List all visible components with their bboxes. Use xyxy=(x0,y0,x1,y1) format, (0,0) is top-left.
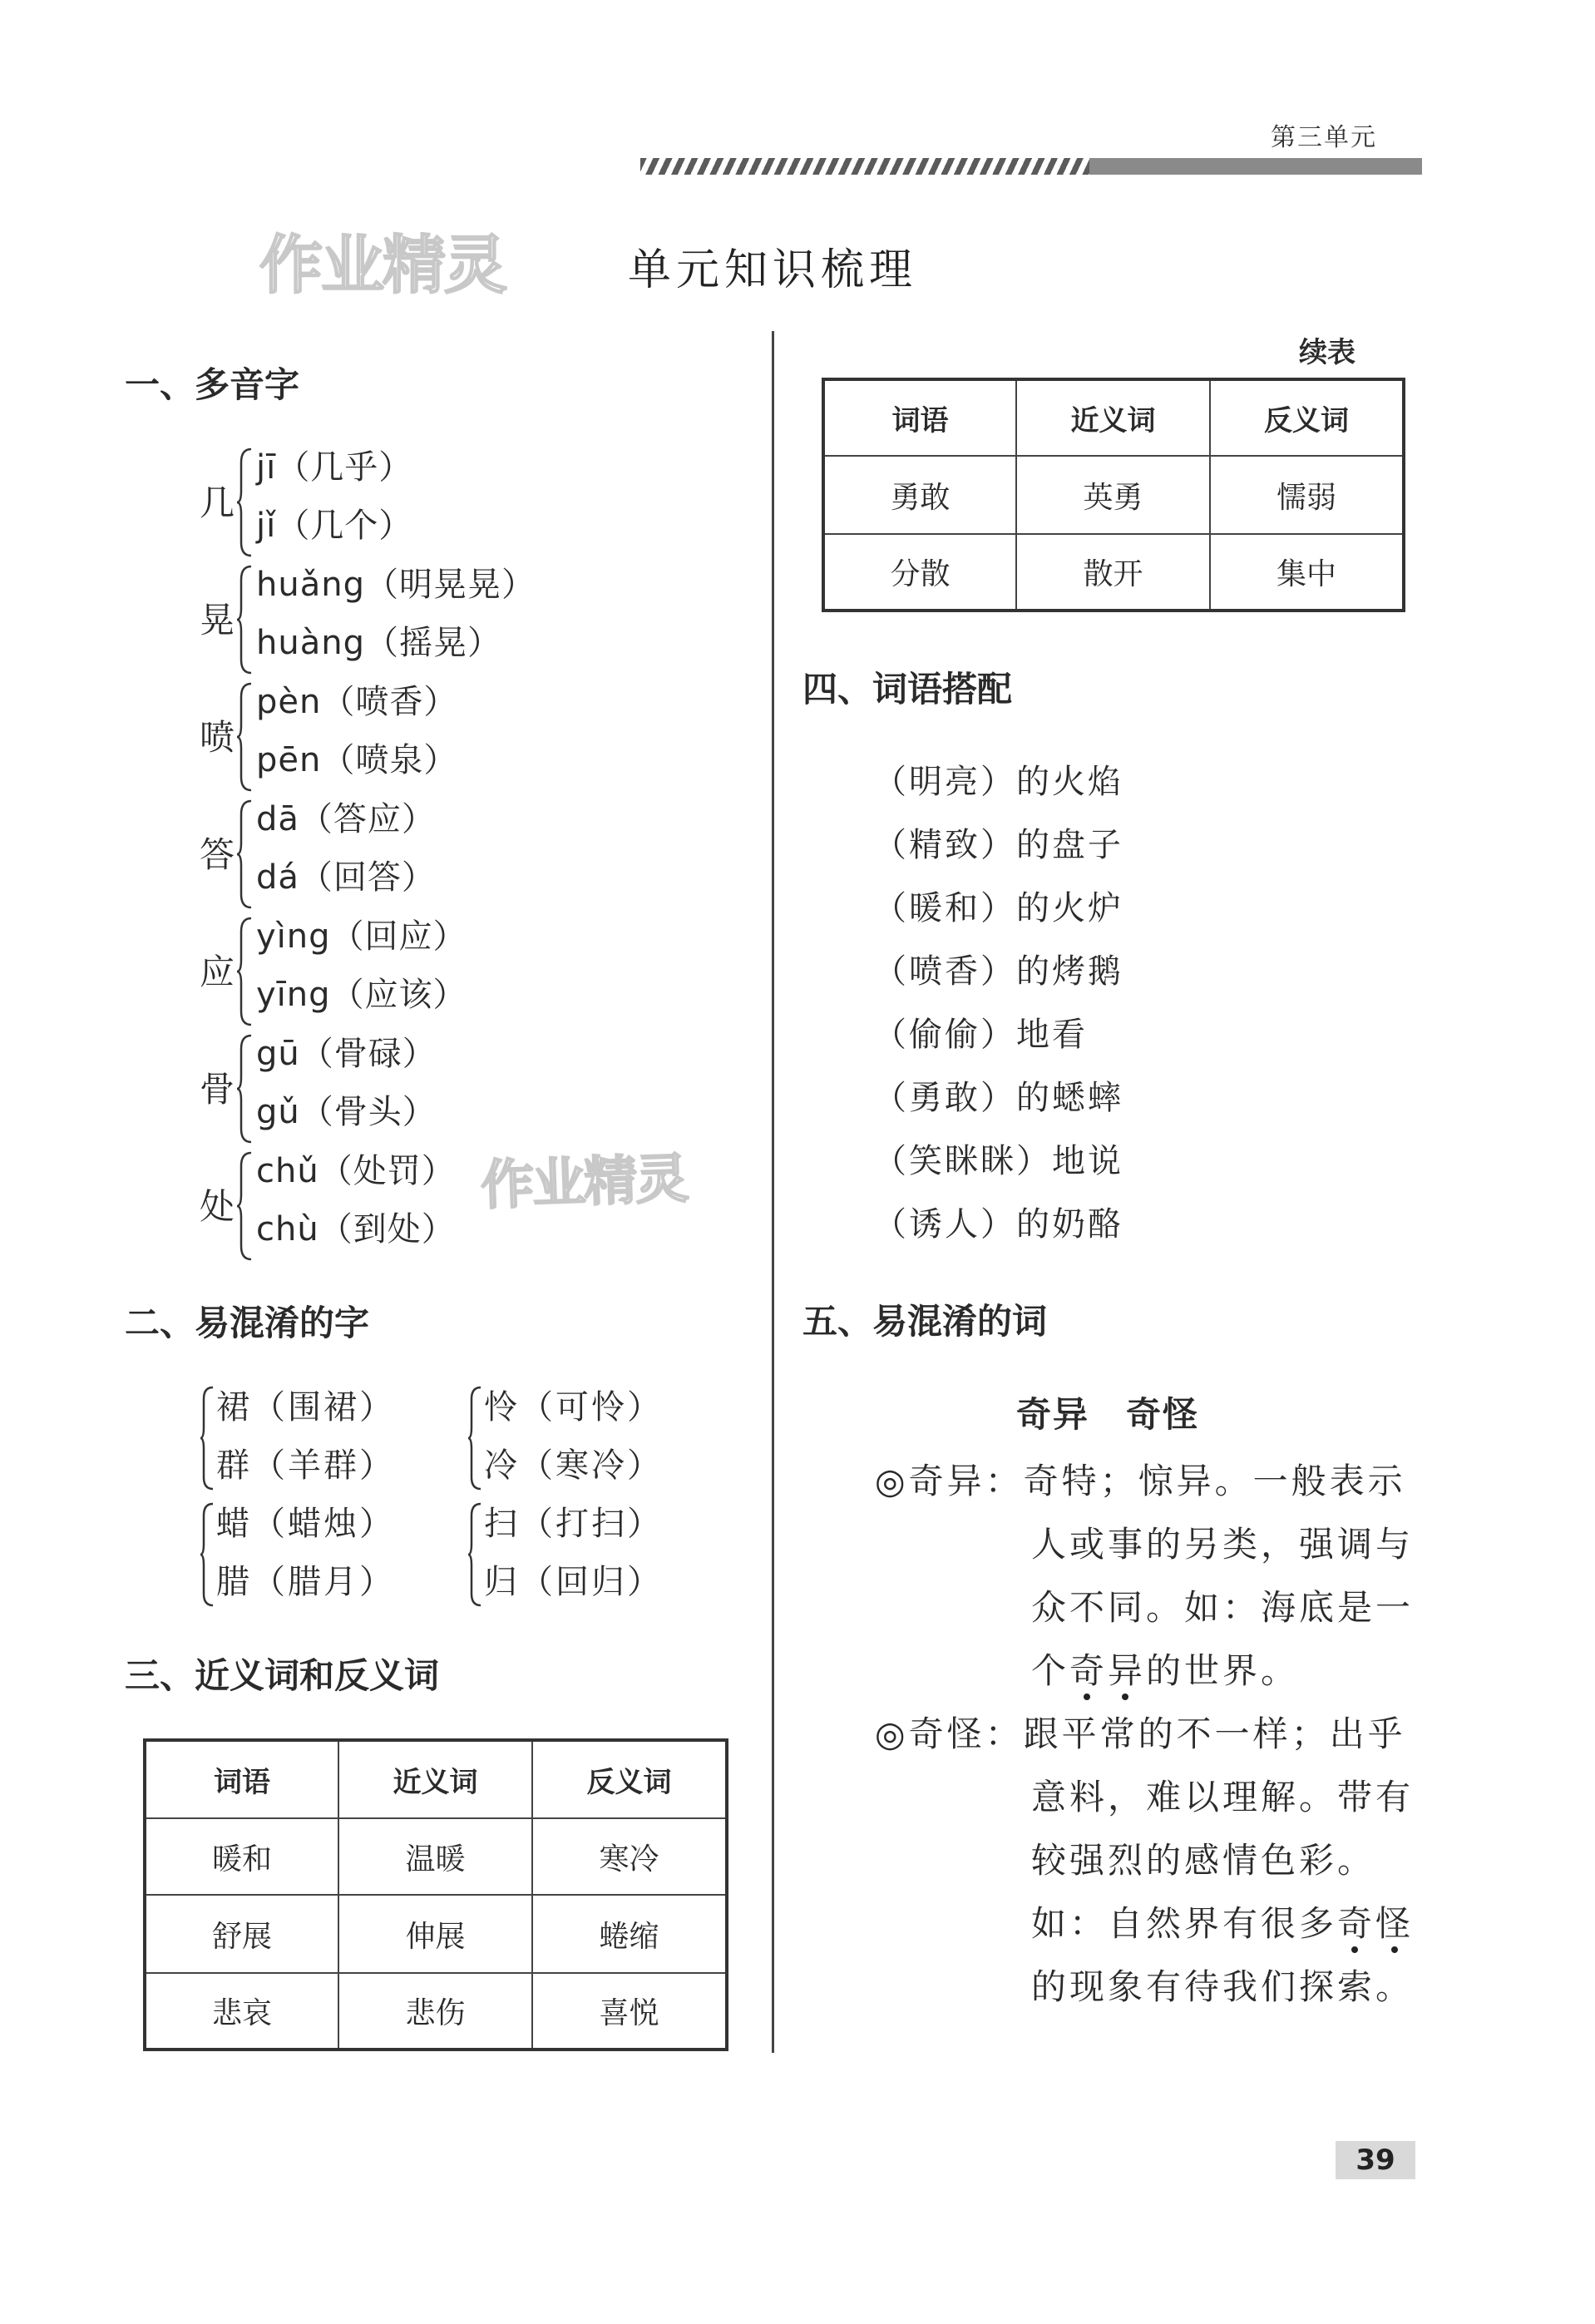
watermark-logo: 作业精灵 xyxy=(479,1148,689,1218)
confusable-char-grid xyxy=(200,1381,699,1614)
definition-line: 众不同。如：海底是一 xyxy=(1031,1587,1415,1628)
brace-icon xyxy=(236,565,254,675)
brace-icon xyxy=(467,1386,482,1491)
table-cell: 喜悦 xyxy=(532,1973,727,2050)
watermark-logo: 作业精灵 xyxy=(259,228,506,302)
reading-row: jī（几乎） xyxy=(256,448,413,487)
confusable-char: 蜡（蜡烛） xyxy=(216,1505,395,1543)
confusable-char: 裙（围裙） xyxy=(216,1388,395,1427)
table-header-cell: 反义词 xyxy=(1210,379,1404,456)
brace-icon xyxy=(236,799,254,909)
brace-icon xyxy=(200,1386,215,1491)
emphasis-dot xyxy=(1391,1946,1398,1953)
section-heading-collocations: 四、词语搭配 xyxy=(802,669,1013,710)
reading-row: huǎng（明晃晃） xyxy=(256,566,536,604)
table-cell: 英勇 xyxy=(1016,456,1210,534)
table-row xyxy=(145,1895,727,1973)
table-cell: 勇敢 xyxy=(823,456,1016,534)
definition-line: 的现象有待我们探索。 xyxy=(1031,1966,1415,2007)
reading-row: chù（到处） xyxy=(256,1210,456,1249)
confusable-char: 扫（打扫） xyxy=(484,1505,663,1543)
table-cell: 集中 xyxy=(1210,534,1404,611)
reading-row: pēn（喷泉） xyxy=(256,741,458,779)
definition-line: 如：自然界有很多奇怪 xyxy=(1031,1903,1415,1944)
collocation-item: （偷偷）地看 xyxy=(873,1016,1088,1054)
reading-row: jǐ（几个） xyxy=(256,507,413,545)
polyphone-char: 几 xyxy=(200,482,235,523)
reading-row: yīng（应该） xyxy=(256,976,467,1014)
collocation-item: （勇敢）的蟋蟀 xyxy=(873,1079,1123,1117)
table-header-row xyxy=(145,1740,727,1818)
reading-row: gū（骨碌） xyxy=(256,1035,437,1073)
reading-row: gǔ（骨头） xyxy=(256,1093,437,1131)
definition-line: 人或事的另类，强调与 xyxy=(1031,1524,1415,1565)
confusable-char: 群（羊群） xyxy=(216,1446,395,1485)
brace-icon xyxy=(236,682,254,792)
reading-row: dā（答应） xyxy=(256,800,436,838)
polyphone-char: 处 xyxy=(200,1186,235,1227)
polyphone-char: 晃 xyxy=(200,600,235,640)
table-cell: 悲伤 xyxy=(338,1973,532,2050)
reading-row: yìng（回应） xyxy=(256,917,467,956)
section-heading-confusable-words: 五、易混淆的词 xyxy=(802,1301,1048,1342)
table-header-cell: 近义词 xyxy=(1016,379,1210,456)
page-number: 39 xyxy=(1336,2141,1415,2179)
collocation-item: （喷香）的烤鹅 xyxy=(873,952,1123,991)
collocation-item: （明亮）的火焰 xyxy=(873,763,1123,801)
reading-row: huàng（摇晃） xyxy=(256,624,501,662)
header-stripe-bar xyxy=(640,158,1422,175)
polyphone-char: 应 xyxy=(200,952,235,992)
brace-icon xyxy=(200,1502,215,1607)
synonym-table-continued xyxy=(822,378,1405,612)
table-row xyxy=(823,456,1404,534)
section-heading-synonyms: 三、近义词和反义词 xyxy=(125,1655,440,1696)
definition-line: 较强烈的感情色彩。 xyxy=(1031,1840,1376,1881)
definition-line: 个奇异的世界。 xyxy=(1031,1650,1300,1691)
brace-icon xyxy=(467,1502,482,1607)
table-cell: 温暖 xyxy=(338,1818,532,1895)
table-row xyxy=(145,1973,727,2050)
table-header-cell: 反义词 xyxy=(532,1740,727,1818)
confusable-char: 归（回归） xyxy=(484,1563,663,1601)
table-cell: 分散 xyxy=(823,534,1016,611)
confusable-char: 腊（腊月） xyxy=(216,1563,395,1601)
continued-table-label: 续表 xyxy=(1299,336,1356,369)
synonym-table xyxy=(143,1738,728,2051)
polyphone-char: 骨 xyxy=(200,1069,235,1110)
definition-line: ◎奇怪：跟平常的不一样；出乎 xyxy=(875,1713,1406,1754)
confusable-char: 冷（寒冷） xyxy=(484,1446,663,1485)
emphasis-dot xyxy=(1084,1694,1090,1700)
section-heading-polyphones: 一、多音字 xyxy=(125,364,300,405)
collocation-item: （笑眯眯）地说 xyxy=(873,1142,1123,1180)
table-row xyxy=(145,1818,727,1895)
section-heading-confusable-chars: 二、易混淆的字 xyxy=(125,1303,370,1343)
definition-line: ◎奇异：奇特；惊异。一般表示 xyxy=(875,1461,1406,1501)
table-cell: 懦弱 xyxy=(1210,456,1404,534)
collocation-item: （暖和）的火炉 xyxy=(873,889,1123,927)
emphasis-dot xyxy=(1122,1694,1128,1700)
table-cell: 伸展 xyxy=(338,1895,532,1973)
brace-icon xyxy=(236,1034,254,1144)
confusable-word-pair: 奇异 奇怪 xyxy=(1016,1394,1200,1435)
confusable-char: 怜（可怜） xyxy=(484,1388,663,1427)
polyphone-char: 答 xyxy=(200,834,235,875)
table-cell: 寒冷 xyxy=(532,1818,727,1895)
brace-icon xyxy=(236,917,254,1026)
table-header-cell: 词语 xyxy=(823,379,1016,456)
brace-icon xyxy=(236,447,254,557)
table-cell: 散开 xyxy=(1016,534,1210,611)
reading-row: dá（回答） xyxy=(256,858,436,897)
unit-label: 第三单元 xyxy=(1271,123,1377,152)
table-cell: 悲哀 xyxy=(145,1973,338,2050)
table-cell: 暖和 xyxy=(145,1818,338,1895)
table-cell: 蜷缩 xyxy=(532,1895,727,1973)
brace-icon xyxy=(236,1151,254,1261)
emphasis-dot xyxy=(1351,1946,1358,1953)
collocation-item: （诱人）的奶酪 xyxy=(873,1205,1123,1244)
polyphone-char: 喷 xyxy=(200,717,235,758)
page-title: 单元知识梳理 xyxy=(628,245,918,295)
table-header-cell: 词语 xyxy=(145,1740,338,1818)
table-cell: 舒展 xyxy=(145,1895,338,1973)
collocation-item: （精致）的盘子 xyxy=(873,826,1123,864)
table-header-cell: 近义词 xyxy=(338,1740,532,1818)
table-row xyxy=(823,534,1404,611)
definition-line: 意料，难以理解。带有 xyxy=(1031,1777,1415,1817)
reading-row: chǔ（处罚） xyxy=(256,1152,456,1190)
table-header-row xyxy=(823,379,1404,456)
reading-row: pèn（喷香） xyxy=(256,683,458,721)
